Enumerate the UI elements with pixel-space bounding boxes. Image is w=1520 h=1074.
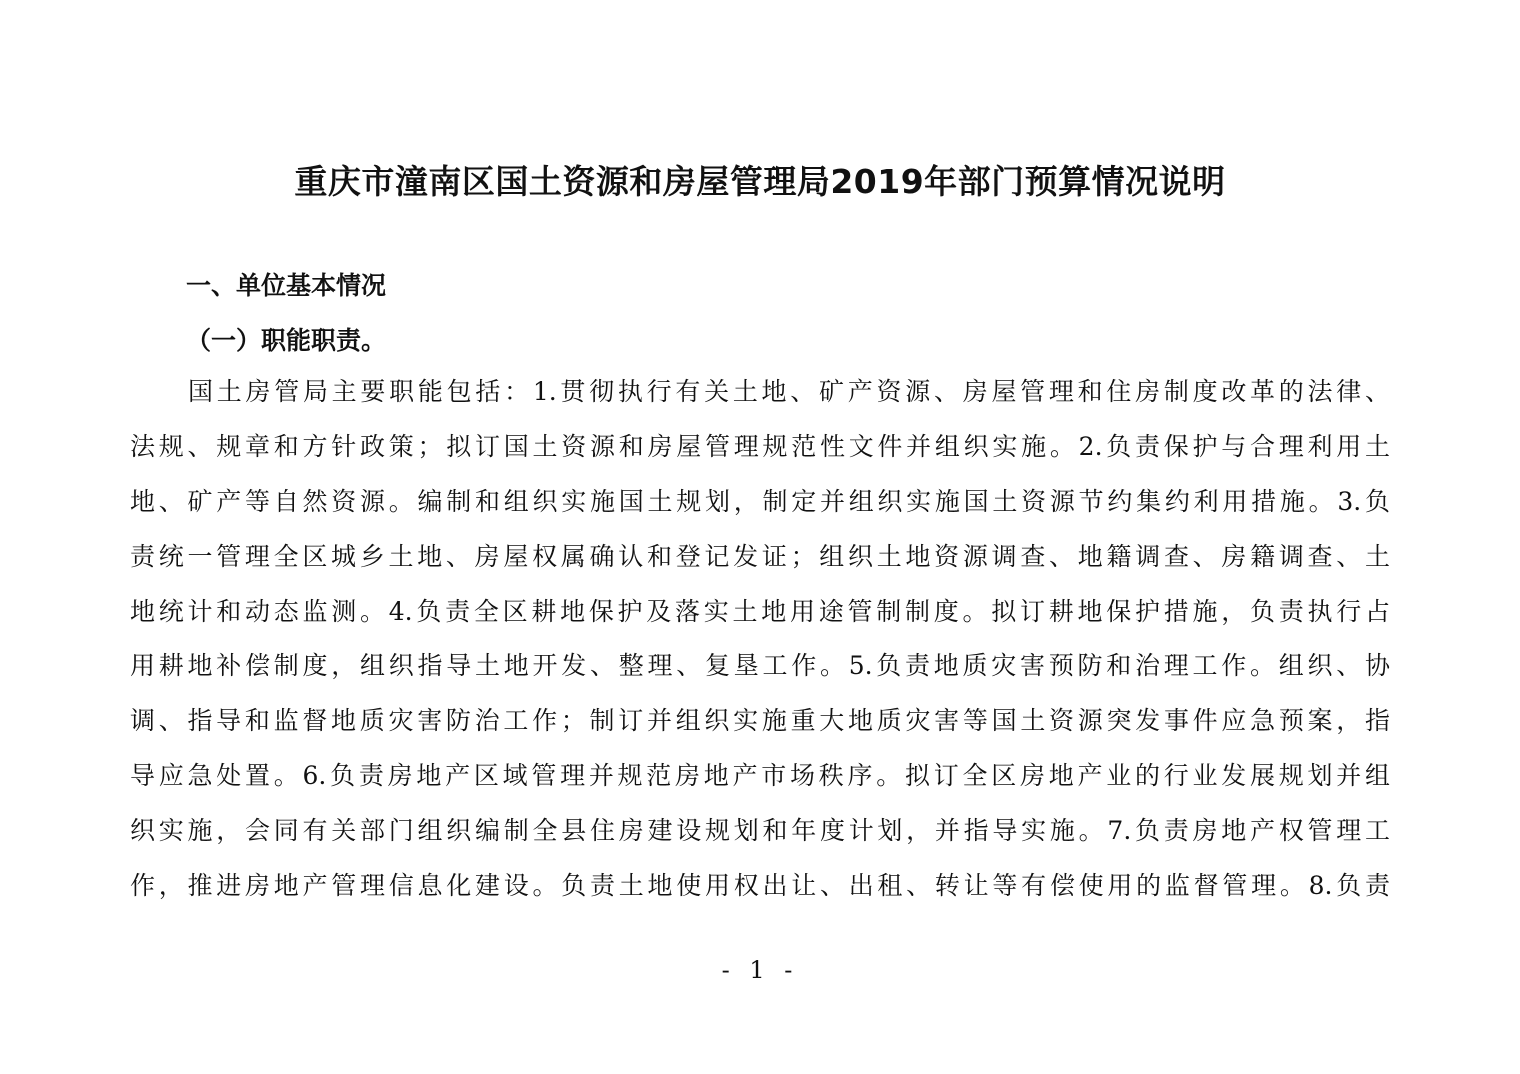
- body-line-6: 用耕地补偿制度，组织指导土地开发、整理、复垦工作。5.负责地质灾害预防和治理工作。组织、协: [130, 651, 1390, 680]
- body-line-4: 责统一管理全区城乡土地、房屋权属确认和登记发证；组织土地资源调查、地籍调查、房籍调查、土: [130, 542, 1390, 571]
- body-line-7: 调、指导和监督地质灾害防治工作；制订并组织实施重大地质灾害等国土资源突发事件应急预案，指: [130, 706, 1390, 735]
- page-number: - 1 -: [721, 956, 799, 984]
- body-line-2: 法规、规章和方针政策；拟订国土资源和房屋管理规范性文件并组织实施。2.负责保护与合理利用土: [130, 432, 1390, 461]
- body-line-10: 作，推进房地产管理信息化建设。负责土地使用权出让、出租、转让等有偿使用的监督管理。8.负责: [130, 871, 1390, 900]
- body-line-1: 国土房管局主要职能包括：1.贯彻执行有关土地、矿产资源、房屋管理和住房制度改革的法律、: [188, 377, 1390, 406]
- section-heading: 一、单位基本情况: [186, 271, 387, 300]
- document-title: 重庆市潼南区国土资源和房屋管理局2019年部门预算情况说明: [294, 162, 1226, 201]
- subsection-heading: （一）职能职责。: [186, 326, 387, 355]
- body-line-5: 地统计和动态监测。4.负责全区耕地保护及落实土地用途管制制度。拟订耕地保护措施，负责执行占: [130, 597, 1390, 626]
- body-line-3: 地、矿产等自然资源。编制和组织实施国土规划，制定并组织实施国土资源节约集约利用措施。3.负: [130, 487, 1390, 516]
- body-line-9: 织实施，会同有关部门组织编制全县住房建设规划和年度计划，并指导实施。7.负责房地产权管理工: [130, 816, 1390, 845]
- body-line-8: 导应急处置。6.负责房地产区域管理并规范房地产市场秩序。拟订全区房地产业的行业发展规划并组: [130, 761, 1390, 790]
